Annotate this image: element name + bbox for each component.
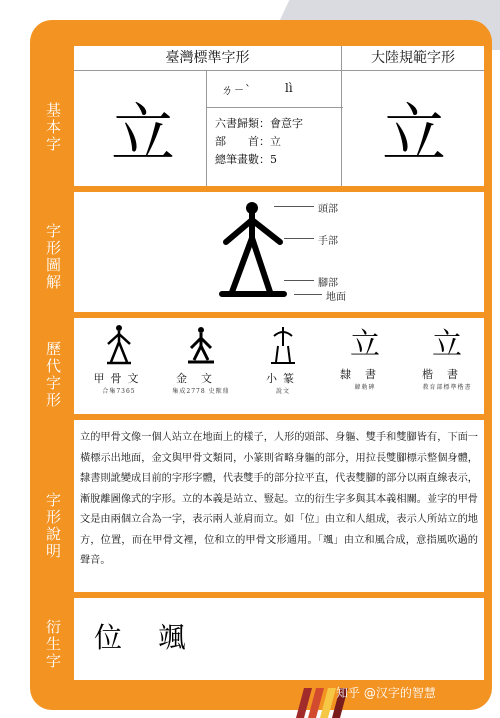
annotation-ground: 地面 [326, 292, 346, 303]
section-label-historical: 歷代字形 [44, 341, 62, 409]
derived-panel [74, 598, 484, 680]
info-row: 部 首：立 [215, 135, 281, 148]
historical-item: 小篆 說文 [248, 324, 318, 395]
pinyin: lì [285, 81, 293, 95]
section-label-diagram: 字形圖解 [44, 223, 62, 291]
info-row: 總筆畫數：5 [215, 153, 277, 166]
annotation-foot: 腳部 [318, 278, 338, 289]
annotation-head: 頭部 [318, 204, 338, 215]
historical-item: 甲骨文 合集7365 [84, 324, 154, 395]
historical-item: 立 楷書 教育部標準楷書 [422, 327, 472, 391]
basic-char-panel [74, 46, 484, 186]
derived-char: 位 [94, 621, 123, 654]
explanation-text: 立的甲骨文像一個人站立在地面上的樣子，人形的頭部、身軀、雙手和雙腳皆有，下面一橫標示出地面，金文與甲骨文類同，小篆則省略身軀的部分，用拉長雙腳標示整個身體，隸書則訛變成目前的字形字體，代表雙手的部分拉平直，代表雙腳的部分以兩直線表示，漸脫離圖像式的字形。立的本義是站立、豎起。立的衍生字多與其本義相關。並字的甲骨文是由兩個立合為一字，表示兩人並肩而立。如「位」由立和人組成，表示人所站立的地方，位置，而在甲骨文裡，位和立的甲骨文形通用。「颯」由立和風合成，意指風吹過的聲音。 [80, 432, 478, 566]
info-row: 六書歸類：會意字 [215, 117, 303, 130]
section-label-basic: 基本字 [44, 101, 62, 153]
watermark: 知乎 @汉字的智慧 [336, 686, 436, 700]
section-label-derived: 衍生字 [44, 618, 62, 670]
historical-panel [74, 318, 484, 414]
zhuyin: ㄌㄧˋ [221, 83, 252, 97]
annotation-hand: 手部 [318, 236, 338, 247]
character-card [30, 20, 492, 710]
diagram-panel [74, 192, 484, 312]
derived-char: 颯 [158, 621, 187, 654]
oracle-glyph-diagram [214, 198, 294, 308]
taiwan-header: 臺灣標準字形 [74, 46, 342, 71]
taiwan-glyph: 立 [111, 98, 175, 172]
historical-item: 金文 集成2778 史獸鼎 [166, 324, 236, 395]
historical-item: 立 隸書 韓勅碑 [340, 327, 390, 391]
section-label-explanation: 字形說明 [44, 492, 62, 560]
mainland-header: 大陸規範字形 [342, 46, 484, 71]
mainland-glyph: 立 [382, 98, 446, 172]
info-box [206, 71, 342, 186]
explanation-panel [74, 420, 484, 592]
